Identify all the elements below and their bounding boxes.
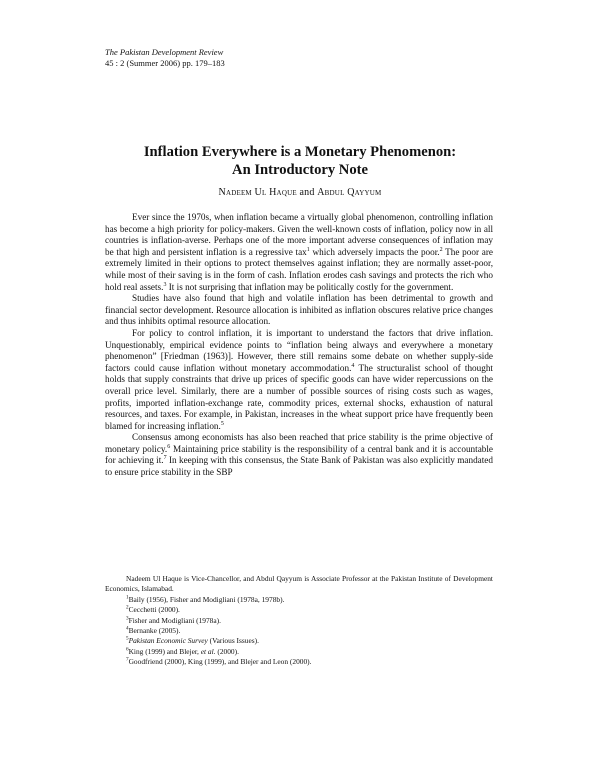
footnote-ref-7: 7 xyxy=(163,455,167,462)
paragraph-3 xyxy=(105,328,493,432)
footnote-7 xyxy=(105,657,493,667)
paragraph-1-text-d: It is not surprising that inflation may be politically costly for the government. xyxy=(166,281,454,292)
footnote-italic-text: Pakistan Economic Survey xyxy=(128,636,208,646)
author-line xyxy=(100,187,500,198)
article-body xyxy=(105,212,493,479)
footnote-number: 3 xyxy=(126,615,129,622)
paragraph-4-text-a: Consensus among economists has also been reached that price stability is the prime objective of monetary policy. xyxy=(105,432,493,454)
footnote-number: 7 xyxy=(126,656,129,663)
footnote-number: 5 xyxy=(126,635,129,642)
journal-name: The Pakistan Development Review xyxy=(105,47,224,57)
author-affiliation-note: Nadeem Ul Haque is Vice-Chancellor, and Abdul Qayyum is Associate Professor at the Pakistan Institute of Development Economics, Islamabad. xyxy=(105,574,493,594)
footnote-number: 2 xyxy=(126,604,129,611)
footnote-number: 1 xyxy=(126,594,129,601)
paragraph-1-text-b: which adversely impacts the poor. xyxy=(309,246,440,257)
footnote-text: (Various Issues). xyxy=(207,636,259,646)
footnote-text: Cecchetti (2000). xyxy=(128,605,180,615)
title-line-2: An Introductory Note xyxy=(232,162,368,178)
footnote-number: 6 xyxy=(126,646,129,653)
author-conjunction: and xyxy=(299,187,315,198)
footnote-ref-5: 5 xyxy=(220,420,224,427)
paragraph-2: Studies have also found that high and volatile inflation has been detrimental to growth and financial sector development. Resource allocation is inhibited as inflation obscures relative price changes and thus inhibits optimal resource allocation. xyxy=(105,293,493,327)
paragraph-1-text-a: Ever since the 1970s, when inflation became a virtually global phenomenon, controlling inflation has become a high priority for policy-makers. Given the well-known costs of inflation, policy now in all countries is inflation-averse. Perhaps one of the more important adverse consequences of inflation may be that high and persistent inflation is a regressive tax xyxy=(105,212,493,257)
footnote-ref-6: 6 xyxy=(167,443,171,450)
footnote-4 xyxy=(105,626,493,636)
footnote-ref-3: 3 xyxy=(163,281,167,288)
paragraph-3-text-b: The structuralist school of thought holds that supply constraints that drive up prices of specific goods can have wider repercussions on the overall price level. Similarly, there are a number of possible sources of rising costs such as wages, profits, imported inflation-exchange rate, commodity prices, external shocks, exhaustion of natural resources, and taxes. For example, in Pakistan, increases in the wheat support price have frequently been blamed for increasing inflation. xyxy=(105,362,493,431)
paragraph-1 xyxy=(105,212,493,293)
footnote-text: Fisher and Modigliani (1978a). xyxy=(128,615,221,625)
footnote-text: Baily (1956), Fisher and Modigliani (1978a, 1978b). xyxy=(128,594,285,604)
footnote-2 xyxy=(105,605,493,615)
footnote-ref-1: 1 xyxy=(306,246,310,253)
footnote-italic-text: et al. xyxy=(200,646,216,656)
paragraph-4-text-b: Maintaining price stability is the responsibility of a central bank and it is accountable for achieving it. xyxy=(105,443,494,466)
title-line-1: Inflation Everywhere is a Monetary Phenomenon: xyxy=(143,144,457,160)
footnote-text: Bernanke (2005). xyxy=(128,626,181,636)
footnote-6 xyxy=(105,647,493,657)
footnote-1 xyxy=(105,595,493,605)
article-title xyxy=(100,143,500,179)
paragraph-3-text-a: For policy to control inflation, it is important to understand the factors that drive inflation. Unquestionably, empirical evidence points to “inflation being always and everywhere a monetary phenomenon” [Friedman (1963)]. However, there still remains some debate on whether supply-side factors could cause inflation without monetary accommodation. xyxy=(105,327,493,373)
footnote-text: King (1999) and Blejer, xyxy=(128,646,201,656)
footnote-ref-2: 2 xyxy=(439,246,443,253)
author-2: Abdul Qayyum xyxy=(317,187,382,198)
footnote-5 xyxy=(105,636,493,646)
journal-citation: 45 : 2 (Summer 2006) pp. 179–183 xyxy=(105,58,225,68)
journal-header xyxy=(105,47,225,69)
footnotes xyxy=(105,574,493,668)
footnote-text: Goodfriend (2000), King (1999), and Blejer and Leon (2000). xyxy=(128,657,312,667)
footnote-ref-4: 4 xyxy=(351,362,355,369)
paragraph-1-text-c: The poor are extremely limited in their options to protect themselves against inflation; they are normally asset-poor, while most of their saving is in the form of cash. Inflation erodes cash savings and protects the rich who hold real assets. xyxy=(105,246,493,292)
paragraph-4 xyxy=(105,432,493,478)
author-1: Nadeem Ul Haque xyxy=(218,187,297,198)
footnote-text: (2000). xyxy=(215,646,239,656)
footnote-3 xyxy=(105,616,493,626)
footnote-number: 4 xyxy=(126,625,129,632)
paragraph-4-text-c: In keeping with this consensus, the State Bank of Pakistan was also explicitly mandated to ensure price stability in the SBP xyxy=(105,455,493,478)
